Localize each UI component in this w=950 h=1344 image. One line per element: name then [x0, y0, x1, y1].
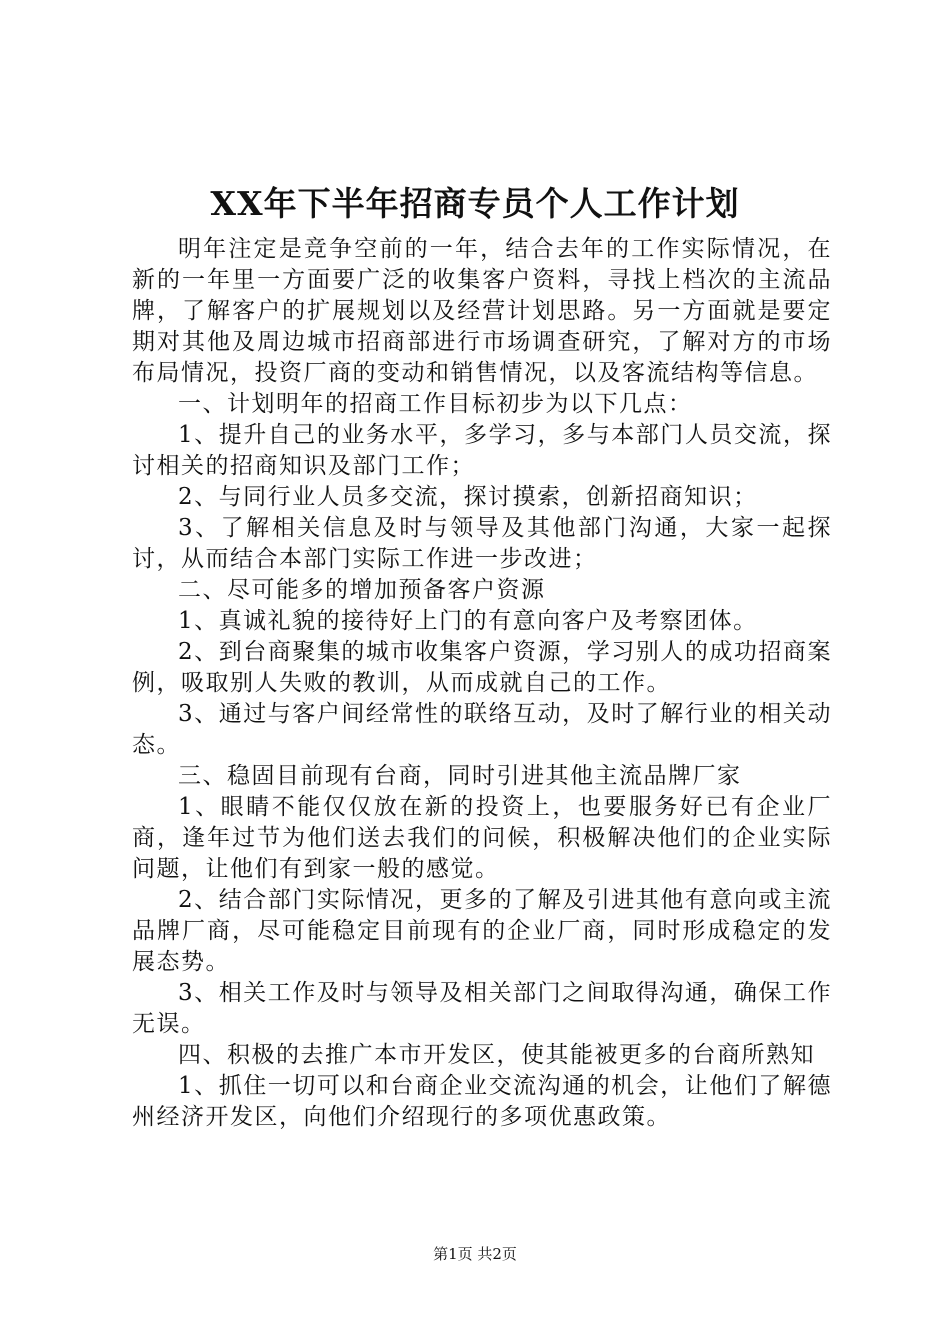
- paragraph: 3、通过与客户间经常性的联络互动，及时了解行业的相关动态。: [132, 701, 832, 758]
- paragraph: 1、提升自己的业务水平，多学习，多与本部门人员交流，探讨相关的招商知识及部门工作；: [132, 422, 832, 479]
- paragraph: 3、相关工作及时与领导及相关部门之间取得沟通，确保工作无误。: [132, 980, 832, 1037]
- paragraph: 2、与同行业人员多交流，探讨摸索，创新招商知识；: [178, 484, 758, 510]
- paragraph: 三、稳固目前现有台商，同时引进其他主流品牌厂家: [178, 763, 742, 789]
- document-body: [132, 234, 832, 1133]
- paragraph: 四、积极的去推广本市开发区，使其能被更多的台商所熟知: [178, 1042, 815, 1068]
- paragraph: 1、抓住一切可以和台商企业交流沟通的机会，让他们了解德州经济开发区，向他们介绍现行的多项优惠政策。: [132, 1073, 832, 1130]
- paragraph: 2、结合部门实际情况，更多的了解及引进其他有意向或主流品牌厂商，尽可能稳定目前现有的企业厂商，同时形成稳定的发展态势。: [132, 887, 832, 975]
- paragraph: 2、到台商聚集的城市收集客户资源，学习别人的成功招商案例，吸取别人失败的教训，从而成就自己的工作。: [132, 639, 832, 696]
- page-indicator: 第1页 共2页: [433, 1245, 517, 1263]
- paragraph: 一、计划明年的招商工作目标初步为以下几点：: [178, 391, 693, 417]
- paragraph: 明年注定是竞争空前的一年，结合去年的工作实际情况，在新的一年里一方面要广泛的收集客户资料，寻找上档次的主流品牌，了解客户的扩展规划以及经营计划思路。另一方面就是要定期对其他及周边城市招商部进行市场调查研究，了解对方的市场布局情况，投资厂商的变动和销售情况，以及客流结构等信息。: [132, 236, 832, 386]
- paragraph: 3、了解相关信息及时与领导及其他部门沟通，大家一起探讨，从而结合本部门实际工作进一步改进；: [132, 515, 832, 572]
- paragraph: 1、眼睛不能仅仅放在新的投资上，也要服务好已有企业厂商，逢年过节为他们送去我们的问候，积极解决他们的企业实际问题，让他们有到家一般的感觉。: [132, 794, 832, 882]
- document-title: XX年下半年招商专员个人工作计划: [210, 184, 740, 223]
- paragraph: 二、尽可能多的增加预备客户资源: [178, 577, 546, 603]
- paragraph: 1、真诚礼貌的接待好上门的有意向客户及考察团体。: [178, 608, 758, 634]
